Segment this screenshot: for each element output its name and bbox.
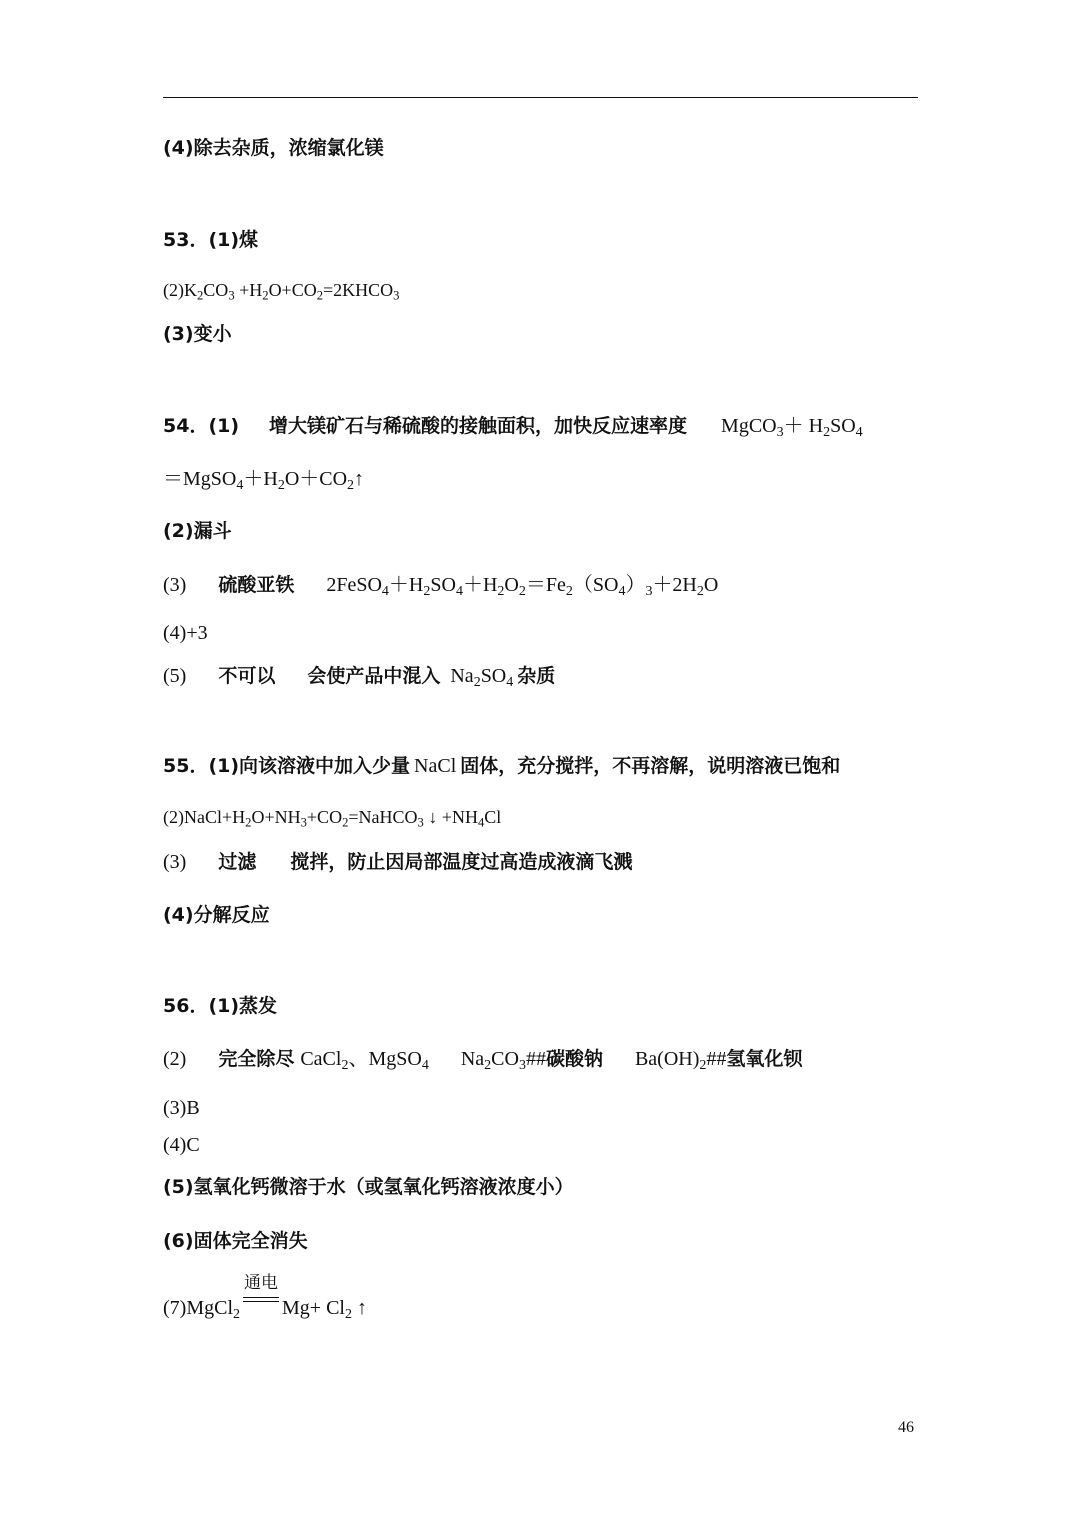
chem-formula	[634, 1048, 727, 1073]
formula-text: K	[184, 280, 197, 300]
formula-text: ＝Fe	[525, 574, 566, 596]
formula-subscript: 2	[565, 583, 573, 599]
formula-text: ＋2H	[652, 574, 697, 596]
q55-part4: (4)分解反应	[163, 904, 270, 926]
formula-subscript: 2	[497, 583, 505, 599]
formula-text: +H	[234, 280, 263, 300]
formula-subscript: 3	[417, 815, 424, 830]
formula-text: 、MgSO	[348, 1048, 422, 1070]
q53-part2: $(2)K_2CO_3$ $+H_2O+CO_2=2KHCO_3$	[163, 280, 400, 303]
formula-subscript: 4	[477, 815, 485, 830]
chem-formula	[186, 1297, 241, 1322]
formula-text: ##	[525, 1048, 546, 1070]
q54-equation-line2	[163, 466, 364, 492]
formula-text: Cl	[484, 807, 502, 827]
formula-text: O	[504, 574, 519, 596]
q56-part7: (7)MgCl$_2$ 通电 $Mg+ Cl_2$ ↑	[163, 1273, 367, 1322]
q53-equation	[184, 280, 400, 303]
q56-part2: (2) 完全除尽 CaCl$_2$、MgSO$_4$ $Na_2CO_3\#\#$碳酸钠 $Ba(OH)_2\#\#$氢氧化钡	[163, 1048, 803, 1073]
formula-subscript: 3	[518, 1057, 526, 1073]
electrolysis-condition: 通电	[241, 1294, 281, 1314]
formula-text: ↓ +NH	[423, 807, 478, 827]
q56-part6: (6)固体完全消失	[163, 1230, 308, 1252]
formula-subscript: 3	[645, 583, 653, 599]
q54-part3: (3) 硫酸亚铁 $2FeSO_4+H_2SO_4+H_2O_2=Fe_2(SO_4)_3+2H_2O$	[163, 574, 719, 599]
formula-subscript: 4	[618, 583, 626, 599]
formula-text: ＋ H	[783, 415, 824, 437]
formula-text: ＋H	[243, 468, 278, 490]
q55-part2: $(2)NaCl+H_2O+NH_3+CO_2=NaHCO_3$ ↓ $+NH_4Cl$	[163, 807, 502, 830]
formula-subscript: 2	[473, 674, 481, 690]
formula-text: MgCO	[721, 415, 777, 437]
formula-subscript: 2	[341, 1057, 349, 1073]
formula-text: SO	[830, 415, 856, 437]
q56-part4: (4)C	[163, 1134, 200, 1156]
formula-text: SO	[480, 665, 507, 687]
formula-text: =2KHCO	[323, 280, 394, 300]
formula-subscript: 2	[347, 477, 355, 493]
formula-subscript: 3	[776, 424, 784, 440]
formula-text: ＋H	[462, 574, 498, 596]
formula-subscript: 4	[421, 1057, 429, 1073]
page-number: 46	[898, 1419, 914, 1436]
formula-text: MgCl	[186, 1297, 234, 1319]
formula-text: O＋CO	[284, 468, 348, 490]
formula-text: =NaHCO	[348, 807, 418, 827]
q55-equation	[184, 807, 502, 830]
formula-subscript: 2	[277, 477, 285, 493]
formula-subscript: 3	[300, 815, 307, 830]
formula-text: ＝MgSO	[163, 468, 237, 490]
q56-heading: 56．(1)蒸发	[163, 995, 278, 1017]
formula-subscript: 2	[699, 1057, 707, 1073]
formula-subscript: 2	[423, 583, 431, 599]
formula-subscript: 2	[342, 815, 349, 830]
formula-text: O+CO	[268, 280, 317, 300]
formula-text: Mg+ Cl	[282, 1297, 345, 1319]
q54-oxidation-equation	[326, 574, 719, 599]
q53-part3: (3)变小	[163, 323, 232, 345]
formula-text: Na	[460, 1048, 485, 1070]
formula-subscript: 2	[316, 288, 324, 303]
formula-subscript: 4	[506, 674, 514, 690]
formula-subscript: 3	[228, 288, 235, 303]
q54-reason: 增大镁矿石与稀硫酸的接触面积，加快反应速率度	[269, 415, 688, 437]
header-rule	[163, 97, 918, 98]
formula-subscript: 4	[855, 424, 863, 440]
q56-part3: (3)B	[163, 1097, 200, 1119]
q55-heading: 55．(1)向该溶液中加入少量 NaCl 固体，充分搅拌，不再溶解，说明溶液已饱和	[163, 755, 841, 777]
chem-formula	[460, 1048, 546, 1073]
formula-subscript: 2	[245, 815, 252, 830]
formula-subscript: 4	[381, 583, 389, 599]
q54-ferrous-sulfate: 硫酸亚铁	[218, 574, 295, 596]
q55-part3: (3) 过滤 搅拌，防止因局部温度过高造成液滴飞溅	[163, 851, 633, 873]
formula-text: ↑	[354, 468, 365, 490]
q54-part4: (4)+3	[163, 622, 208, 644]
formula-text: NaCl+H	[184, 807, 246, 827]
chem-formula	[300, 1048, 429, 1073]
formula-subscript: 2	[262, 288, 269, 303]
formula-subscript: 4	[236, 477, 244, 493]
chem-formula	[450, 665, 514, 690]
formula-subscript: 2	[696, 583, 704, 599]
q52-part4: (4)除去杂质，浓缩氯化镁	[163, 137, 384, 159]
formula-text: 2FeSO	[326, 574, 382, 596]
formula-text: Na	[450, 665, 474, 687]
formula-text: ）	[625, 574, 646, 596]
formula-text: ↑	[351, 1297, 367, 1319]
formula-subscript: 2	[197, 288, 204, 303]
q54-heading: 54．(1) 增大镁矿石与稀硫酸的接触面积，加快反应速率度 MgCO$_3$＋ $H_2SO_4$	[163, 415, 863, 440]
formula-text: CaCl	[300, 1048, 342, 1070]
formula-text: CO	[491, 1048, 519, 1070]
formula-text: O+NH	[251, 807, 301, 827]
formula-subscript: 2	[823, 424, 831, 440]
formula-text: +CO	[306, 807, 343, 827]
formula-subscript: 2	[518, 583, 526, 599]
formula-text: O	[703, 574, 719, 596]
formula-text: CO	[203, 280, 229, 300]
formula-subscript: 3	[393, 288, 400, 303]
formula-text: ＋H	[388, 574, 424, 596]
q54-equation-part1	[721, 415, 863, 440]
formula-subscript: 4	[455, 583, 463, 599]
formula-subscript: 2	[484, 1057, 492, 1073]
q54-part2: (2)漏斗	[163, 520, 232, 542]
chem-formula	[282, 1297, 367, 1322]
q53-heading: 53．(1)煤	[163, 229, 259, 251]
q54-part5: (5) 不可以 会使产品中混入 $Na_2SO_4$ 杂质	[163, 665, 556, 690]
formula-subscript: 2	[344, 1306, 352, 1322]
q56-part5: (5)氢氧化钙微溶于水（或氢氧化钙溶液浓度小）	[163, 1176, 574, 1198]
formula-text: Ba(OH)	[634, 1048, 700, 1070]
formula-subscript: 2	[233, 1306, 241, 1322]
formula-text: SO	[430, 574, 456, 596]
q54-equation-part2	[163, 468, 365, 493]
formula-text: （SO	[572, 574, 619, 596]
formula-text: ##	[706, 1048, 727, 1070]
